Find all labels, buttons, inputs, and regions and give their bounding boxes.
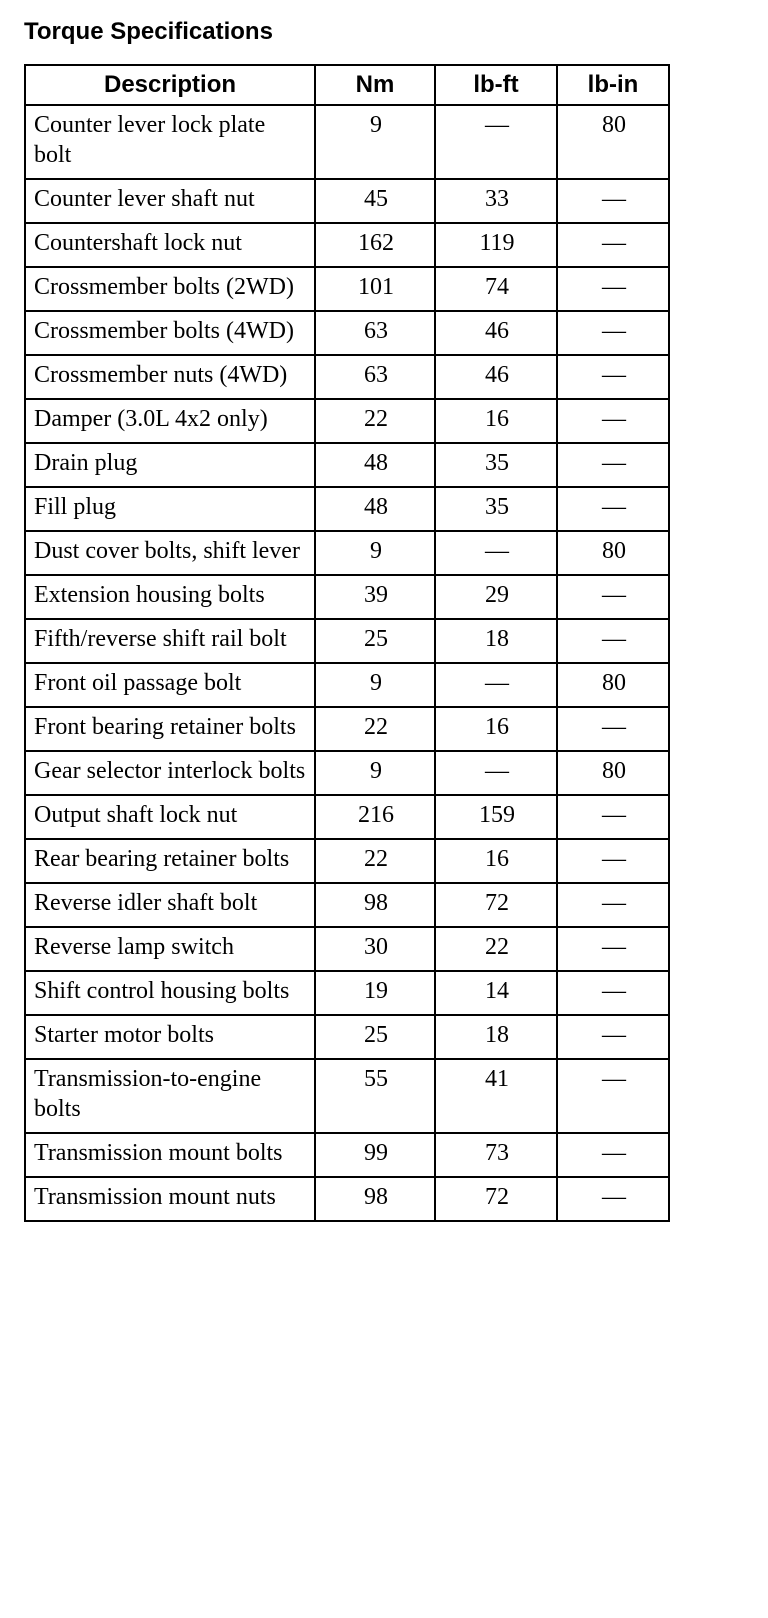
cell-lb-in: — (557, 399, 669, 443)
cell-nm: 25 (315, 619, 435, 663)
cell-description: Fifth/reverse shift rail bolt (25, 619, 315, 663)
cell-lb-ft: 33 (435, 179, 557, 223)
column-header-nm: Nm (315, 65, 435, 105)
cell-lb-ft: 41 (435, 1059, 557, 1133)
table-row (25, 311, 669, 355)
cell-nm: 45 (315, 179, 435, 223)
cell-nm: 63 (315, 355, 435, 399)
table-row (25, 105, 669, 179)
cell-lb-ft: 14 (435, 971, 557, 1015)
table-row (25, 663, 669, 707)
cell-nm: 48 (315, 487, 435, 531)
cell-lb-in: — (557, 575, 669, 619)
cell-lb-in: — (557, 1015, 669, 1059)
cell-nm: 162 (315, 223, 435, 267)
column-header-description: Description (25, 65, 315, 105)
table-row (25, 971, 669, 1015)
cell-lb-ft: 72 (435, 1177, 557, 1221)
cell-lb-in: — (557, 355, 669, 399)
cell-lb-in: 80 (557, 663, 669, 707)
cell-lb-in: — (557, 795, 669, 839)
cell-lb-in: — (557, 487, 669, 531)
cell-description: Reverse lamp switch (25, 927, 315, 971)
cell-description: Countershaft lock nut (25, 223, 315, 267)
table-row (25, 443, 669, 487)
column-header-lb-ft: lb-ft (435, 65, 557, 105)
cell-description: Crossmember bolts (2WD) (25, 267, 315, 311)
table-row (25, 1059, 669, 1133)
cell-description: Transmission mount nuts (25, 1177, 315, 1221)
cell-nm: 63 (315, 311, 435, 355)
cell-lb-in: — (557, 267, 669, 311)
cell-lb-ft: 46 (435, 311, 557, 355)
cell-nm: 101 (315, 267, 435, 311)
table-row (25, 619, 669, 663)
cell-lb-ft: — (435, 105, 557, 179)
cell-lb-ft: 35 (435, 443, 557, 487)
page-title: Torque Specifications (24, 18, 273, 45)
cell-description: Damper (3.0L 4x2 only) (25, 399, 315, 443)
cell-description: Front bearing retainer bolts (25, 707, 315, 751)
table-row (25, 575, 669, 619)
cell-lb-in: — (557, 971, 669, 1015)
cell-description: Counter lever shaft nut (25, 179, 315, 223)
cell-description: Crossmember bolts (4WD) (25, 311, 315, 355)
cell-lb-in: — (557, 443, 669, 487)
cell-nm: 55 (315, 1059, 435, 1133)
cell-nm: 22 (315, 707, 435, 751)
cell-lb-ft: 16 (435, 399, 557, 443)
table-row (25, 883, 669, 927)
cell-lb-ft: 16 (435, 839, 557, 883)
cell-description: Starter motor bolts (25, 1015, 315, 1059)
cell-nm: 22 (315, 399, 435, 443)
cell-lb-in: — (557, 179, 669, 223)
table-row (25, 399, 669, 443)
cell-description: Drain plug (25, 443, 315, 487)
cell-lb-in: — (557, 1059, 669, 1133)
cell-lb-ft: 46 (435, 355, 557, 399)
cell-nm: 216 (315, 795, 435, 839)
cell-lb-in: — (557, 883, 669, 927)
table-row (25, 927, 669, 971)
table-row (25, 751, 669, 795)
cell-lb-in: — (557, 619, 669, 663)
cell-description: Transmission-to-engine bolts (25, 1059, 315, 1133)
cell-lb-in: — (557, 839, 669, 883)
cell-lb-in: — (557, 707, 669, 751)
cell-description: Extension housing bolts (25, 575, 315, 619)
cell-lb-ft: 16 (435, 707, 557, 751)
cell-description: Counter lever lock plate bolt (25, 105, 315, 179)
cell-lb-in: — (557, 311, 669, 355)
table-row (25, 1177, 669, 1221)
cell-nm: 25 (315, 1015, 435, 1059)
cell-nm: 98 (315, 1177, 435, 1221)
cell-nm: 9 (315, 751, 435, 795)
cell-nm: 30 (315, 927, 435, 971)
cell-lb-ft: 73 (435, 1133, 557, 1177)
cell-nm: 9 (315, 663, 435, 707)
cell-lb-ft: 29 (435, 575, 557, 619)
cell-lb-ft: — (435, 751, 557, 795)
cell-description: Crossmember nuts (4WD) (25, 355, 315, 399)
cell-lb-in: — (557, 1177, 669, 1221)
cell-nm: 9 (315, 105, 435, 179)
cell-lb-ft: 18 (435, 619, 557, 663)
cell-description: Rear bearing retainer bolts (25, 839, 315, 883)
cell-description: Gear selector interlock bolts (25, 751, 315, 795)
table-row (25, 487, 669, 531)
header-row (25, 65, 669, 105)
table-row (25, 795, 669, 839)
column-header-lb-in: lb-in (557, 65, 669, 105)
table-row (25, 355, 669, 399)
table-row (25, 179, 669, 223)
cell-description: Dust cover bolts, shift lever (25, 531, 315, 575)
table-row (25, 839, 669, 883)
cell-nm: 22 (315, 839, 435, 883)
cell-nm: 98 (315, 883, 435, 927)
table-row (25, 1015, 669, 1059)
cell-description: Reverse idler shaft bolt (25, 883, 315, 927)
cell-lb-ft: 35 (435, 487, 557, 531)
cell-lb-ft: 74 (435, 267, 557, 311)
table-row (25, 223, 669, 267)
cell-description: Fill plug (25, 487, 315, 531)
table-row (25, 1133, 669, 1177)
cell-description: Front oil passage bolt (25, 663, 315, 707)
table-row (25, 267, 669, 311)
table-row (25, 707, 669, 751)
cell-lb-ft: 22 (435, 927, 557, 971)
cell-lb-ft: 159 (435, 795, 557, 839)
cell-lb-ft: 72 (435, 883, 557, 927)
cell-lb-ft: 18 (435, 1015, 557, 1059)
cell-lb-ft: — (435, 663, 557, 707)
cell-description: Output shaft lock nut (25, 795, 315, 839)
cell-lb-in: 80 (557, 751, 669, 795)
torque-spec-table (24, 64, 670, 1222)
cell-nm: 39 (315, 575, 435, 619)
table-row (25, 531, 669, 575)
cell-lb-in: — (557, 223, 669, 267)
cell-lb-ft: — (435, 531, 557, 575)
cell-nm: 9 (315, 531, 435, 575)
cell-lb-in: 80 (557, 105, 669, 179)
cell-lb-in: 80 (557, 531, 669, 575)
cell-lb-in: — (557, 1133, 669, 1177)
cell-lb-ft: 119 (435, 223, 557, 267)
cell-description: Shift control housing bolts (25, 971, 315, 1015)
cell-nm: 19 (315, 971, 435, 1015)
cell-nm: 99 (315, 1133, 435, 1177)
cell-nm: 48 (315, 443, 435, 487)
cell-description: Transmission mount bolts (25, 1133, 315, 1177)
cell-lb-in: — (557, 927, 669, 971)
